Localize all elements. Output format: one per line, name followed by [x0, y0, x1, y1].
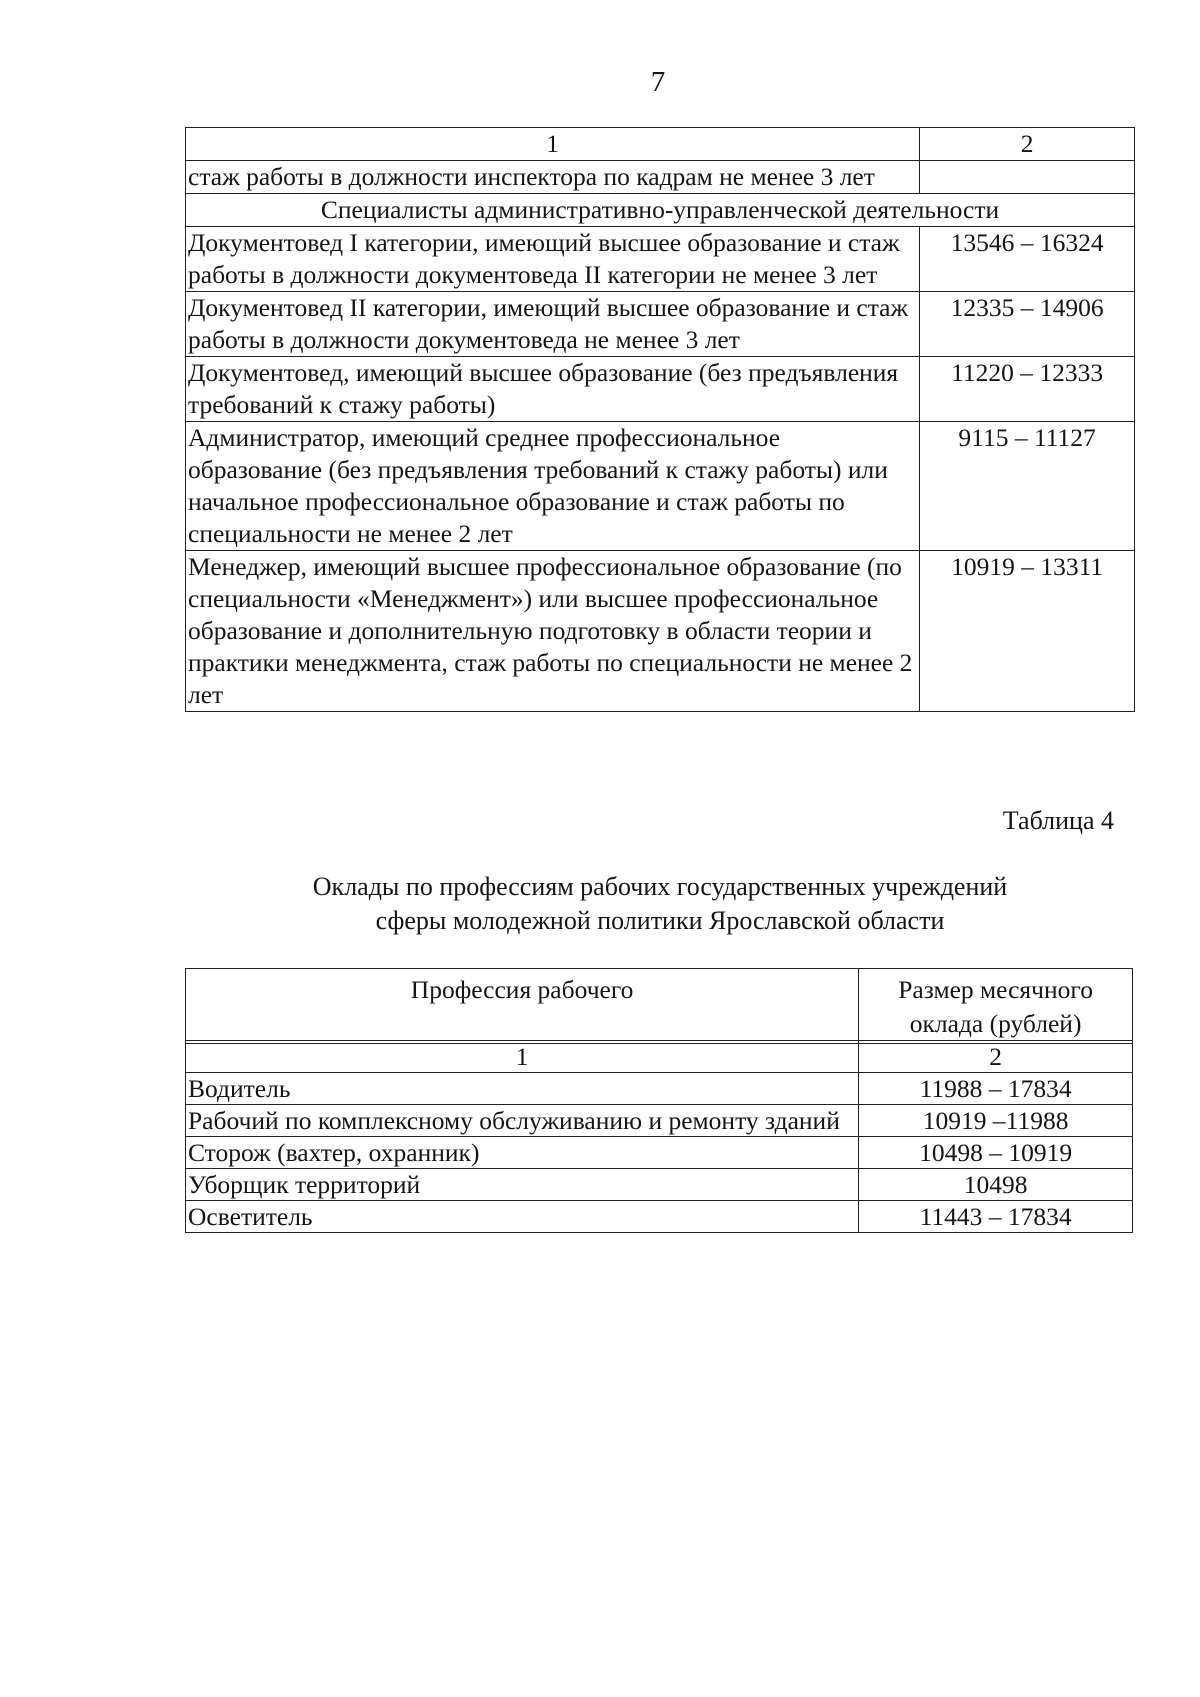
- salary-range: 11443 – 17834: [859, 1201, 1133, 1233]
- position-description: стаж работы в должности инспектора по кадрам не менее 3 лет: [186, 161, 920, 194]
- salary-range: 9115 – 11127: [920, 422, 1135, 551]
- worker-salary-table: [185, 1040, 1133, 1233]
- table-header-row: [186, 969, 1133, 1044]
- column-numbering-row: [186, 1041, 1133, 1073]
- table-header-row: [186, 128, 1135, 161]
- position-description: Документовед II категории, имеющий высшее образование и стаж работы в должности документоведа не менее 3 лет: [186, 292, 920, 357]
- staff-salary-table-continued: [185, 127, 1135, 712]
- table-row: [186, 1073, 1133, 1105]
- table-row: [186, 161, 1135, 194]
- salary-range: [920, 161, 1135, 194]
- salary-range: 10498 – 10919: [859, 1137, 1133, 1169]
- salary-range: 10919 –11988: [859, 1105, 1133, 1137]
- profession-name: Сторож (вахтер, охранник): [186, 1137, 859, 1169]
- profession-column-header: Профессия рабочего: [186, 969, 859, 1044]
- table-row: [186, 422, 1135, 551]
- column-number-2: 2: [859, 1041, 1133, 1073]
- table-row: [186, 1105, 1133, 1137]
- position-description: Менеджер, имеющий высшее профессиональное образование (по специальности «Менеджмент») или высшее профессиональное образование и дополнительную подготовку в области теории и практики менеджмента, стаж работы по специальности не менее 2 лет: [186, 551, 920, 712]
- column-number-1: 1: [186, 1041, 859, 1073]
- table-title-line-2: сферы молодежной политики Ярославской области: [375, 906, 945, 935]
- profession-name: Уборщик территорий: [186, 1169, 859, 1201]
- profession-name: Осветитель: [186, 1201, 859, 1233]
- profession-name: Водитель: [186, 1073, 859, 1105]
- salary-column-header: Размер месячного оклада (рублей): [859, 969, 1133, 1044]
- page-number: 7: [650, 66, 666, 98]
- column-number-2: 2: [920, 128, 1135, 161]
- salary-range: 10498: [859, 1169, 1133, 1201]
- position-description: Документовед, имеющий высшее образование (без предъявления требований к стажу работы): [186, 357, 920, 422]
- salary-range: 11220 – 12333: [920, 357, 1135, 422]
- salary-range: 13546 – 16324: [920, 227, 1135, 292]
- salary-range: 12335 – 14906: [920, 292, 1135, 357]
- table-row: [186, 1137, 1133, 1169]
- table-row: [186, 227, 1135, 292]
- table-title: [185, 870, 1135, 938]
- table-row: [186, 1201, 1133, 1233]
- section-heading: Специалисты административно-управленческой деятельности: [186, 194, 1135, 227]
- table-row: [186, 1169, 1133, 1201]
- salary-range: 11988 – 17834: [859, 1073, 1133, 1105]
- salary-range: 10919 – 13311: [920, 551, 1135, 712]
- table-title-line-1: Оклады по профессиям рабочих государственных учреждений: [312, 872, 1008, 901]
- position-description: Документовед I категории, имеющий высшее образование и стаж работы в должности документоведа II категории не менее 3 лет: [186, 227, 920, 292]
- column-number-1: 1: [186, 128, 920, 161]
- worker-salary-table-header: [185, 968, 1133, 1044]
- position-description: Администратор, имеющий среднее профессиональное образование (без предъявления требований к стажу работы) или начальное профессиональное образование и стаж работы по специальности не менее 2 лет: [186, 422, 920, 551]
- table-row: [186, 357, 1135, 422]
- section-row: [186, 194, 1135, 227]
- profession-name: Рабочий по комплексному обслуживанию и ремонту зданий: [186, 1105, 859, 1137]
- table-label: Таблица 4: [1002, 806, 1114, 835]
- table-row: [186, 292, 1135, 357]
- table-row: [186, 551, 1135, 712]
